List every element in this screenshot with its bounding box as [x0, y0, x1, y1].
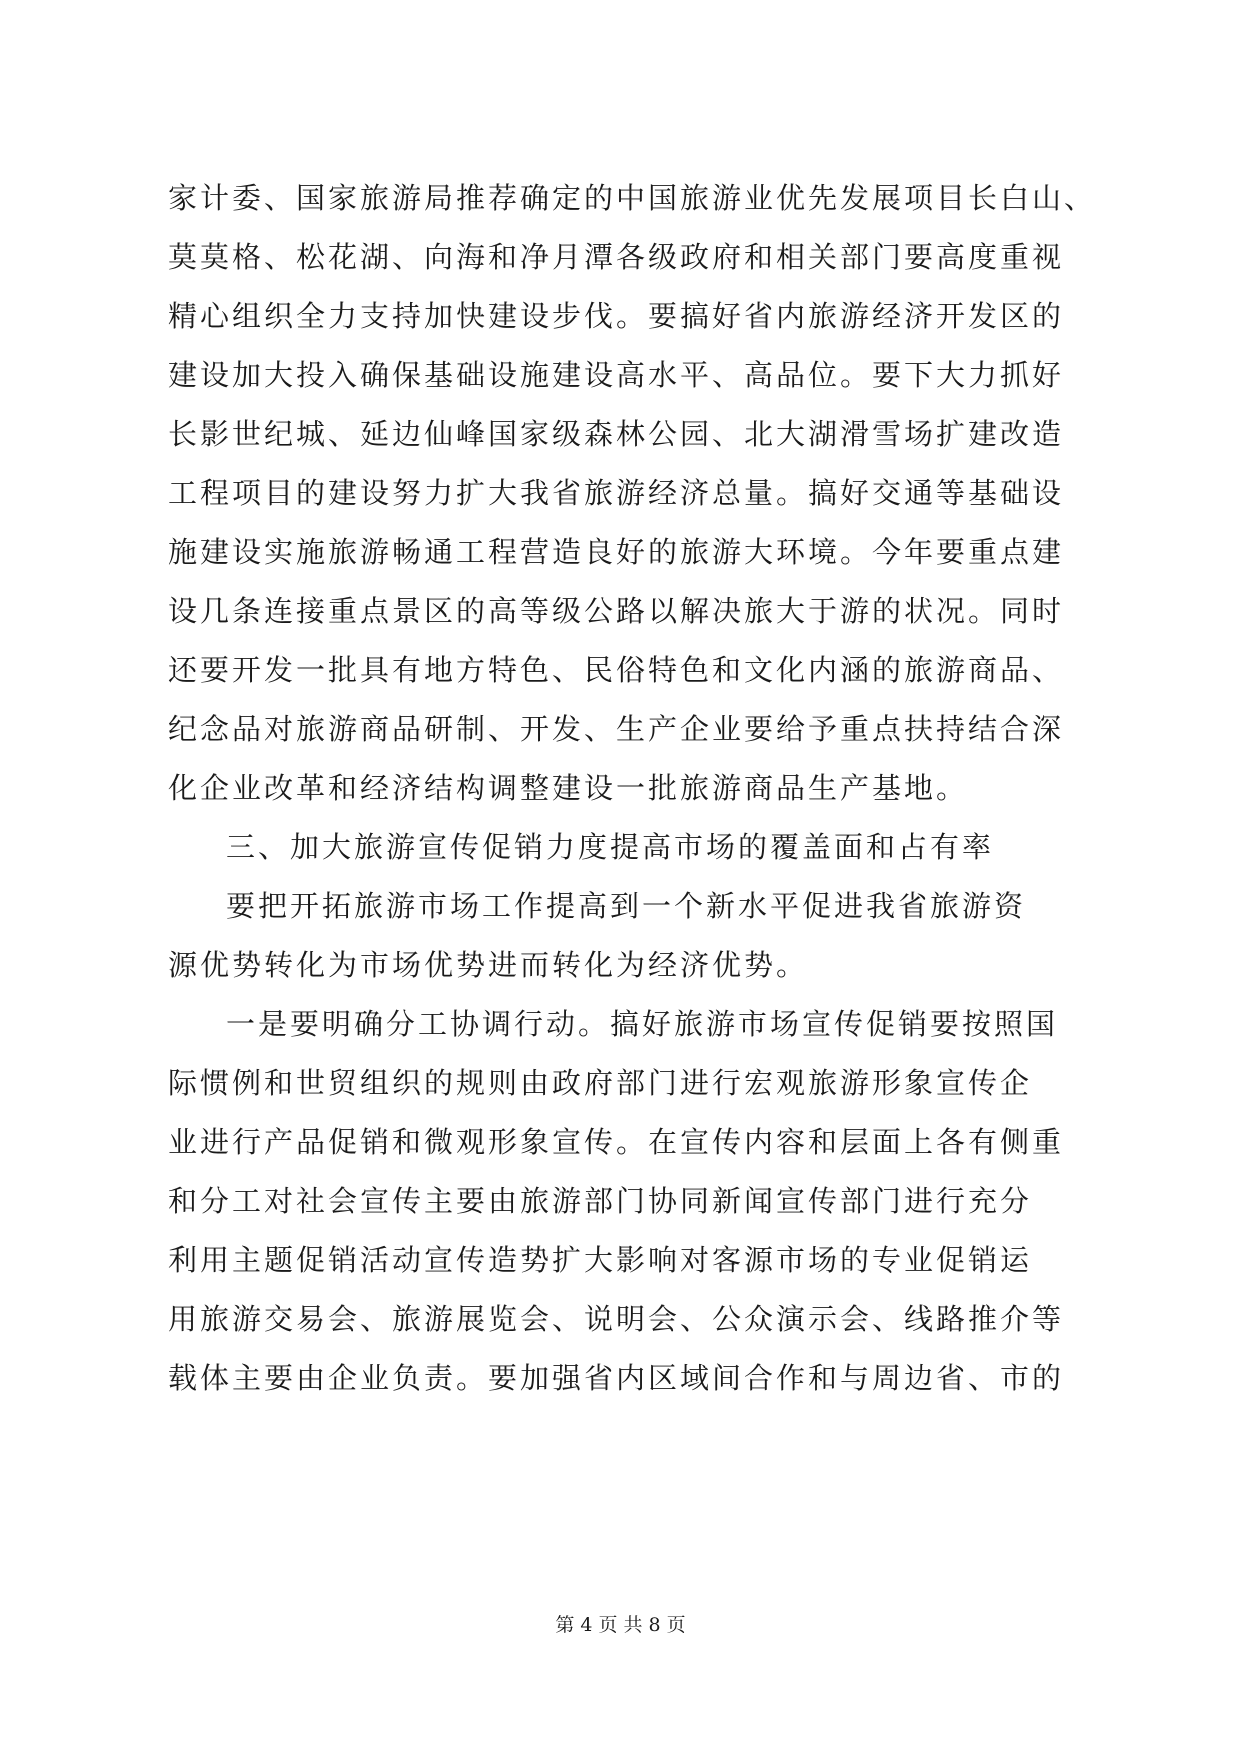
text-line: 利用主题促销活动宣传造势扩大影响对客源市场的专业促销运 [168, 1243, 1033, 1277]
text-line: 建设加大投入确保基础设施建设高水平、高品位。要下大力抓好 [168, 358, 1065, 392]
text-line: 长影世纪城、延边仙峰国家级森林公园、北大湖滑雪场扩建改造 [168, 417, 1065, 451]
section-heading: 三、加大旅游宣传促销力度提高市场的覆盖面和占有率 [226, 830, 995, 864]
text-line: 设几条连接重点景区的高等级公路以解决旅大于游的状况。同时 [168, 594, 1065, 628]
text-line: 用旅游交易会、旅游展览会、说明会、公众演示会、线路推介等 [168, 1302, 1065, 1336]
text-line: 业进行产品促销和微观形象宣传。在宣传内容和层面上各有侧重 [168, 1125, 1065, 1159]
text-line: 精心组织全力支持加快建设步伐。要搞好省内旅游经济开发区的 [168, 299, 1065, 333]
text-line: 施建设实施旅游畅通工程营造良好的旅游大环境。今年要重点建 [168, 535, 1065, 569]
text-line: 莫莫格、松花湖、向海和净月潭各级政府和相关部门要高度重视 [168, 240, 1065, 274]
text-line: 源优势转化为市场优势进而转化为经济优势。 [168, 948, 809, 982]
text-line: 一是要明确分工协调行动。搞好旅游市场宣传促销要按照国 [226, 1007, 1059, 1041]
page-footer: 第 4 页 共 8 页 [555, 1614, 686, 1636]
text-line: 和分工对社会宣传主要由旅游部门协同新闻宣传部门进行充分 [168, 1184, 1033, 1218]
text-line: 要把开拓旅游市场工作提高到一个新水平促进我省旅游资 [226, 889, 1027, 923]
text-line: 载体主要由企业负责。要加强省内区域间合作和与周边省、市的 [168, 1361, 1065, 1395]
text-line: 工程项目的建设努力扩大我省旅游经济总量。搞好交通等基础设 [168, 476, 1065, 510]
text-line: 纪念品对旅游商品研制、开发、生产企业要给予重点扶持结合深 [168, 712, 1065, 746]
text-line: 际惯例和世贸组织的规则由政府部门进行宏观旅游形象宣传企 [168, 1066, 1033, 1100]
text-line: 化企业改革和经济结构调整建设一批旅游商品生产基地。 [168, 771, 969, 805]
text-line: 家计委、国家旅游局推荐确定的中国旅游业优先发展项目长白山、 [168, 181, 1097, 215]
text-line: 还要开发一批具有地方特色、民俗特色和文化内涵的旅游商品、 [168, 653, 1065, 687]
